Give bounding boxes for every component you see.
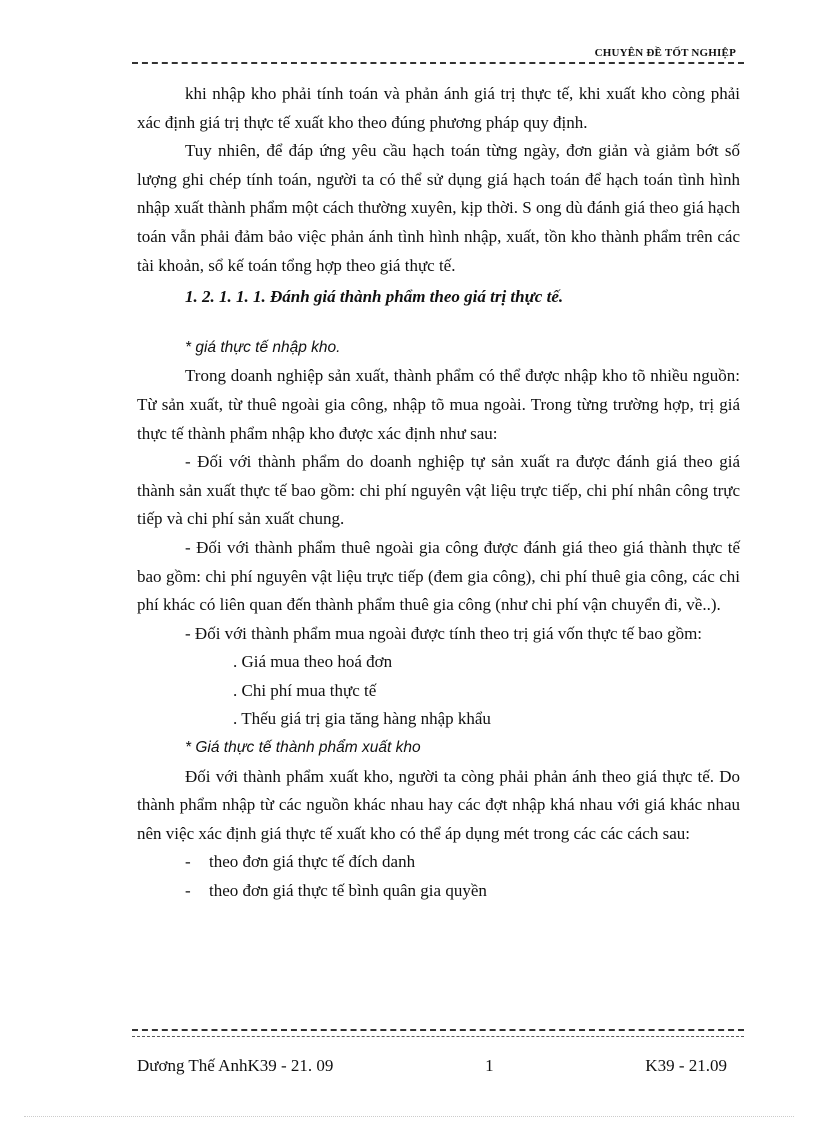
paragraph: - Đối với thành phẩm do doanh nghiệp tự sản xuất ra được đánh giá theo giá thành sản xuất thực tế bao gồm: chi phí nguyên vật liệu trực tiếp, chi phí nhân công trực tiếp và chi phí sản xuất chung. [137, 452, 740, 529]
list-item: . Giá mua theo hoá đơn [233, 652, 393, 672]
spacer [137, 312, 740, 334]
dash-item-text: theo đơn giá thực tế đích danh [209, 852, 416, 872]
dash-marker: - [185, 881, 191, 901]
header-title: CHUYÊN ĐỀ TỐT NGHIỆP [594, 47, 736, 59]
paragraph: - Đối với thành phẩm mua ngoài được tính theo trị giá vốn thực tế bao gồm: [185, 623, 703, 643]
footer-rule-top [132, 1029, 744, 1031]
list-item: . Thếu giá trị gia tăng hàng nhập khẩu [233, 709, 491, 729]
page-number: 1 [485, 1056, 494, 1075]
dash-list-item [137, 877, 740, 906]
dash-marker: - [185, 852, 191, 872]
paragraph: Đối với thành phẩm xuất kho, người ta còng phải phản ánh theo giá thực tế. Do thành phẩm nhập từ các nguồn khác nhau hay các đợt nhập khá nhau với giá khác nhau nên việc xác định giá thực tế xuất kho có thể áp dụng mét trong các các cách sau: [137, 766, 740, 843]
page-bottom-border [24, 1116, 794, 1117]
footer-class: K39 - 21.09 [645, 1056, 727, 1075]
paragraph: khi nhập kho phải tính toán và phản ánh giá trị thực tế, khi xuất kho còng phải xác định giá trị thực tế xuất kho theo đúng phương pháp quy định. [137, 84, 740, 132]
subheading-import-price: * giá thực tế nhập kho. [185, 338, 341, 356]
paragraph: - Đối với thành phẩm thuê ngoài gia công được đánh giá theo giá thành thực tế bao gồm: chi phí nguyên vật liệu trực tiếp (đem gia công), chi phí thuê gia công, các chi phí khác có liên quan đến thành phẩm thuê gia công (như chi phí vận chuyển đi, về..). [137, 537, 740, 615]
subheading-export-price: * Giá thực tế thành phẩm xuất kho [185, 739, 421, 757]
header-rule [132, 62, 744, 64]
list-item: . Chi phí mua thực tế [233, 680, 377, 700]
section-heading: 1. 2. 1. 1. 1. Đánh giá thành phẩm theo giá trị thực tế. [185, 287, 564, 307]
paragraph: Trong doanh nghiệp sản xuất, thành phẩm có thể được nhập kho tõ nhiều nguồn: Từ sản xuất, từ thuê ngoài gia công, nhập tõ mua ngoài. Trong từng trường hợp, trị giá thực tế thành phẩm nhập kho được xác định như sau: [137, 366, 740, 443]
footer-author: Dương Thế AnhK39 - 21. 09 [137, 1056, 334, 1075]
document-body [137, 80, 740, 906]
dash-item-text: theo đơn giá thực tế bình quân gia quyền [209, 881, 487, 901]
footer-rule-bottom [132, 1036, 744, 1037]
paragraph: Tuy nhiên, để đáp ứng yêu cầu hạch toán từng ngày, đơn giản và giảm bớt số lượng ghi chép tính toán, người ta có thể sử dụng giá hạch toán để hạch toán tình hình nhập xuất thành phẩm một cách thường xuyên, kịp thời. S ong dù đánh giá theo giá hạch toán vẫn phải đảm bảo việc phản ánh tình hình nhập, xuất, tồn kho thành phẩm trên các tài khoản, sổ kế toán tổng hợp theo giá thực tế. [137, 141, 740, 275]
dash-list-item [137, 848, 740, 877]
page-footer [137, 1056, 727, 1076]
